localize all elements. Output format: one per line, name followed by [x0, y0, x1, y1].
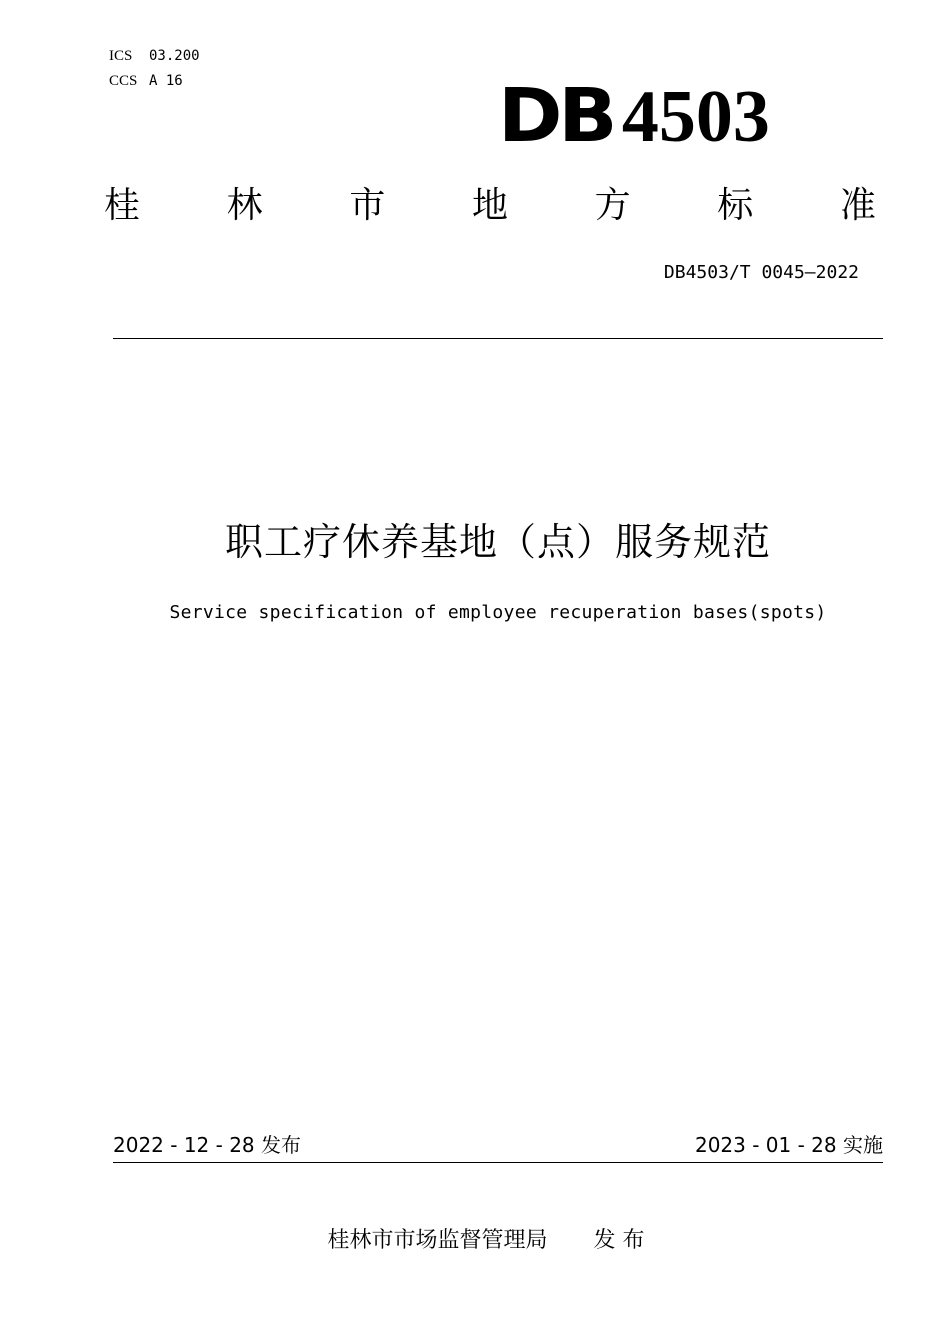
- heading-char: 地: [471, 185, 508, 226]
- publisher-line: [0, 1226, 950, 1256]
- document-title-chinese: 职工疗休养基地（点）服务规范: [224, 520, 771, 564]
- ics-value: 03.200: [149, 48, 200, 64]
- issue-date: 2022 - 12 - 28 发布: [113, 1133, 302, 1157]
- heading-char: 方: [594, 185, 631, 226]
- publisher-name: 桂林市市场监督管理局: [327, 1228, 548, 1253]
- header-divider: [113, 338, 883, 339]
- heading-char: 准: [839, 185, 876, 226]
- ics-label: ICS: [109, 48, 133, 64]
- ccs-value: A 16: [149, 73, 183, 89]
- heading-char: 林: [226, 185, 263, 226]
- db-standard-mark: [498, 73, 770, 159]
- heading-char: 市: [349, 185, 386, 226]
- standard-number: DB4503/T 0045—2022: [663, 262, 859, 283]
- heading-char: 标: [717, 185, 754, 226]
- db-letters: DB: [498, 73, 614, 159]
- db-region-number: 4503: [621, 76, 770, 158]
- heading-char: 桂: [104, 185, 141, 226]
- publish-action: 发 布: [593, 1228, 645, 1253]
- ccs-code: [109, 71, 183, 90]
- ccs-label: CCS: [109, 73, 138, 89]
- implementation-date: 2023 - 01 - 28 实施: [694, 1133, 883, 1157]
- document-title-english: Service specification of employee recuperation bases(spots): [169, 602, 827, 623]
- ics-code: [109, 46, 200, 65]
- standard-type-heading: [104, 182, 876, 230]
- footer-divider: [113, 1162, 883, 1163]
